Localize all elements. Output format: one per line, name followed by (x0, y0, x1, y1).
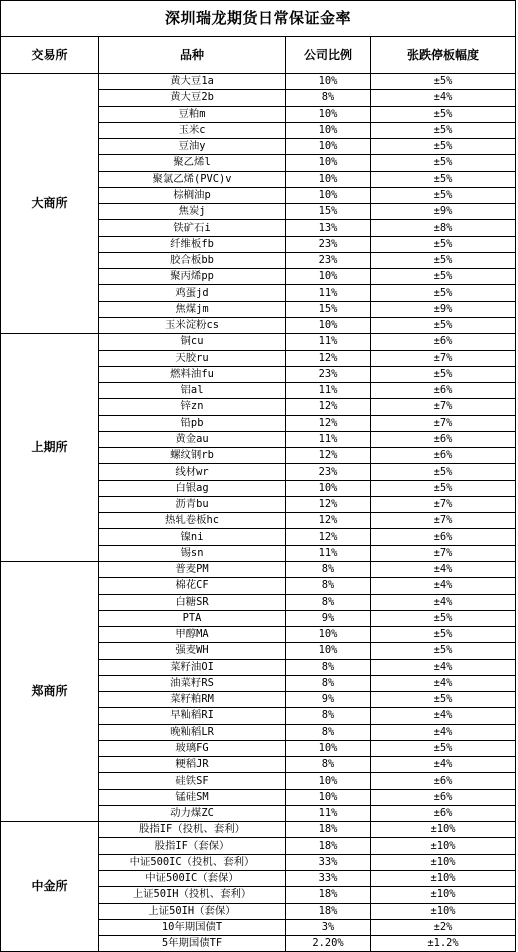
variety-cell: 强麦WH (99, 643, 286, 659)
price-limit-cell: ±10% (371, 854, 516, 870)
variety-cell: 晚籼稻LR (99, 724, 286, 740)
margin-ratio-cell: 10% (286, 627, 371, 643)
variety-cell: 动力煤ZC (99, 805, 286, 821)
variety-cell: 热轧卷板hc (99, 513, 286, 529)
margin-ratio-cell: 33% (286, 871, 371, 887)
variety-cell: PTA (99, 610, 286, 626)
price-limit-cell: ±5% (371, 236, 516, 252)
price-limit-cell: ±7% (371, 496, 516, 512)
price-limit-cell: ±10% (371, 903, 516, 919)
price-limit-cell: ±9% (371, 204, 516, 220)
header-row (1, 37, 516, 74)
margin-ratio-cell: 8% (286, 708, 371, 724)
price-limit-cell: ±5% (371, 187, 516, 203)
variety-cell: 胶合板bb (99, 252, 286, 268)
price-limit-cell: ±4% (371, 578, 516, 594)
margin-ratio-cell: 8% (286, 659, 371, 675)
price-limit-cell: ±9% (371, 301, 516, 317)
variety-cell: 玉米淀粉cs (99, 317, 286, 333)
price-limit-cell: ±5% (371, 464, 516, 480)
variety-cell: 棕榈油p (99, 187, 286, 203)
margin-ratio-cell: 9% (286, 610, 371, 626)
price-limit-cell: ±6% (371, 383, 516, 399)
price-limit-cell: ±5% (371, 610, 516, 626)
variety-cell: 硅铁SF (99, 773, 286, 789)
variety-cell: 普麦PM (99, 561, 286, 577)
price-limit-cell: ±4% (371, 708, 516, 724)
column-header-exchange: 交易所 (1, 37, 99, 74)
price-limit-cell: ±5% (371, 252, 516, 268)
variety-cell: 玉米c (99, 122, 286, 138)
margin-ratio-cell: 10% (286, 187, 371, 203)
margin-ratio-cell: 10% (286, 643, 371, 659)
variety-cell: 5年期国债TF (99, 936, 286, 952)
price-limit-cell: ±6% (371, 529, 516, 545)
price-limit-cell: ±4% (371, 659, 516, 675)
variety-cell: 鸡蛋jd (99, 285, 286, 301)
variety-cell: 焦煤jm (99, 301, 286, 317)
variety-cell: 棉花CF (99, 578, 286, 594)
margin-ratio-cell: 12% (286, 350, 371, 366)
price-limit-cell: ±6% (371, 431, 516, 447)
margin-ratio-cell: 11% (286, 545, 371, 561)
table-row (1, 561, 516, 577)
variety-cell: 螺纹钢rb (99, 448, 286, 464)
variety-cell: 锌zn (99, 399, 286, 415)
margin-ratio-cell: 8% (286, 757, 371, 773)
price-limit-cell: ±5% (371, 285, 516, 301)
page-title: 深圳瑞龙期货日常保证金率 (1, 1, 516, 37)
variety-cell: 聚丙烯pp (99, 269, 286, 285)
price-limit-cell: ±4% (371, 561, 516, 577)
price-limit-cell: ±5% (371, 106, 516, 122)
variety-cell: 天胶ru (99, 350, 286, 366)
margin-ratio-cell: 10% (286, 122, 371, 138)
margin-ratio-cell: 10% (286, 269, 371, 285)
variety-cell: 早籼稻RI (99, 708, 286, 724)
price-limit-cell: ±5% (371, 692, 516, 708)
margin-ratio-cell: 18% (286, 838, 371, 854)
variety-cell: 铅pb (99, 415, 286, 431)
variety-cell: 中证500IC（投机、套利） (99, 854, 286, 870)
margin-ratio-cell: 10% (286, 74, 371, 90)
price-limit-cell: ±5% (371, 480, 516, 496)
margin-ratio-cell: 10% (286, 171, 371, 187)
price-limit-cell: ±5% (371, 740, 516, 756)
price-limit-cell: ±6% (371, 448, 516, 464)
margin-ratio-cell: 23% (286, 366, 371, 382)
variety-cell: 黄大豆2b (99, 90, 286, 106)
variety-cell: 纤维板fb (99, 236, 286, 252)
table-row (1, 334, 516, 350)
margin-ratio-cell: 12% (286, 448, 371, 464)
exchange-cell: 大商所 (1, 74, 99, 334)
margin-ratio-cell: 12% (286, 415, 371, 431)
price-limit-cell: ±2% (371, 919, 516, 935)
price-limit-cell: ±5% (371, 269, 516, 285)
variety-cell: 燃料油fu (99, 366, 286, 382)
price-limit-cell: ±5% (371, 317, 516, 333)
price-limit-cell: ±5% (371, 139, 516, 155)
margin-ratio-cell: 10% (286, 480, 371, 496)
table-row (1, 74, 516, 90)
price-limit-cell: ±5% (371, 627, 516, 643)
variety-cell: 铜cu (99, 334, 286, 350)
column-header-variety: 品种 (99, 37, 286, 74)
variety-cell: 黄大豆1a (99, 74, 286, 90)
exchange-cell: 中金所 (1, 822, 99, 952)
title-row (1, 1, 516, 37)
variety-cell: 沥青bu (99, 496, 286, 512)
variety-cell: 股指IF（投机、套利） (99, 822, 286, 838)
margin-ratio-cell: 12% (286, 513, 371, 529)
price-limit-cell: ±5% (371, 643, 516, 659)
price-limit-cell: ±4% (371, 594, 516, 610)
price-limit-cell: ±7% (371, 415, 516, 431)
price-limit-cell: ±7% (371, 513, 516, 529)
table-row (1, 822, 516, 838)
variety-cell: 黄金au (99, 431, 286, 447)
margin-ratio-cell: 12% (286, 529, 371, 545)
margin-ratio-cell: 11% (286, 334, 371, 350)
margin-ratio-cell: 23% (286, 464, 371, 480)
variety-cell: 油菜籽RS (99, 675, 286, 691)
price-limit-cell: ±6% (371, 334, 516, 350)
margin-ratio-cell: 10% (286, 139, 371, 155)
variety-cell: 铝al (99, 383, 286, 399)
variety-cell: 聚氯乙烯(PVC)v (99, 171, 286, 187)
price-limit-cell: ±5% (371, 171, 516, 187)
price-limit-cell: ±5% (371, 74, 516, 90)
margin-ratio-cell: 8% (286, 724, 371, 740)
price-limit-cell: ±6% (371, 773, 516, 789)
price-limit-cell: ±4% (371, 757, 516, 773)
variety-cell: 聚乙烯l (99, 155, 286, 171)
margin-ratio-cell: 33% (286, 854, 371, 870)
variety-cell: 白糖SR (99, 594, 286, 610)
price-limit-cell: ±10% (371, 871, 516, 887)
price-limit-cell: ±5% (371, 366, 516, 382)
margin-ratio-cell: 8% (286, 594, 371, 610)
variety-cell: 中证500IC（套保） (99, 871, 286, 887)
margin-ratio-cell: 10% (286, 317, 371, 333)
margin-ratio-cell: 10% (286, 789, 371, 805)
price-limit-cell: ±6% (371, 805, 516, 821)
margin-ratio-cell: 8% (286, 90, 371, 106)
price-limit-cell: ±5% (371, 155, 516, 171)
margin-ratio-cell: 11% (286, 383, 371, 399)
variety-cell: 铁矿石i (99, 220, 286, 236)
margin-ratio-cell: 15% (286, 301, 371, 317)
margin-ratio-cell: 13% (286, 220, 371, 236)
price-limit-cell: ±4% (371, 724, 516, 740)
variety-cell: 锡sn (99, 545, 286, 561)
margin-ratio-cell: 18% (286, 822, 371, 838)
margin-ratio-cell: 9% (286, 692, 371, 708)
margin-ratio-cell: 18% (286, 887, 371, 903)
margin-ratio-cell: 2.20% (286, 936, 371, 952)
table-body (1, 74, 516, 952)
margin-ratio-cell: 10% (286, 106, 371, 122)
margin-ratio-cell: 3% (286, 919, 371, 935)
variety-cell: 粳稻JR (99, 757, 286, 773)
margin-ratio-cell: 12% (286, 399, 371, 415)
margin-ratio-cell: 11% (286, 431, 371, 447)
price-limit-cell: ±10% (371, 838, 516, 854)
price-limit-cell: ±1.2% (371, 936, 516, 952)
variety-cell: 线材wr (99, 464, 286, 480)
price-limit-cell: ±7% (371, 399, 516, 415)
margin-ratio-cell: 15% (286, 204, 371, 220)
variety-cell: 玻璃FG (99, 740, 286, 756)
price-limit-cell: ±7% (371, 350, 516, 366)
margin-ratio-cell: 8% (286, 561, 371, 577)
variety-cell: 10年期国债T (99, 919, 286, 935)
price-limit-cell: ±4% (371, 675, 516, 691)
margin-ratio-cell: 10% (286, 740, 371, 756)
variety-cell: 白银ag (99, 480, 286, 496)
margin-ratio-cell: 8% (286, 675, 371, 691)
margin-ratio-cell: 23% (286, 236, 371, 252)
variety-cell: 上证50IH（套保） (99, 903, 286, 919)
variety-cell: 豆粕m (99, 106, 286, 122)
column-header-price-limit: 张跌停板幅度 (371, 37, 516, 74)
margin-ratio-cell: 11% (286, 285, 371, 301)
column-header-margin-ratio: 公司比例 (286, 37, 371, 74)
margin-ratio-cell: 23% (286, 252, 371, 268)
price-limit-cell: ±5% (371, 122, 516, 138)
margin-ratio-cell: 11% (286, 805, 371, 821)
margin-ratio-cell: 18% (286, 903, 371, 919)
margin-ratio-cell: 8% (286, 578, 371, 594)
price-limit-cell: ±6% (371, 789, 516, 805)
variety-cell: 股指IF（套保） (99, 838, 286, 854)
margin-ratio-cell: 10% (286, 773, 371, 789)
variety-cell: 甲醇MA (99, 627, 286, 643)
price-limit-cell: ±10% (371, 822, 516, 838)
price-limit-cell: ±8% (371, 220, 516, 236)
margin-ratio-cell: 12% (286, 496, 371, 512)
variety-cell: 上证50IH（投机、套利） (99, 887, 286, 903)
variety-cell: 焦炭j (99, 204, 286, 220)
exchange-cell: 郑商所 (1, 561, 99, 821)
exchange-cell: 上期所 (1, 334, 99, 562)
variety-cell: 豆油y (99, 139, 286, 155)
variety-cell: 菜籽粕RM (99, 692, 286, 708)
price-limit-cell: ±7% (371, 545, 516, 561)
variety-cell: 菜籽油OI (99, 659, 286, 675)
variety-cell: 锰硅SM (99, 789, 286, 805)
price-limit-cell: ±4% (371, 90, 516, 106)
variety-cell: 镍ni (99, 529, 286, 545)
margin-ratio-cell: 10% (286, 155, 371, 171)
price-limit-cell: ±10% (371, 887, 516, 903)
